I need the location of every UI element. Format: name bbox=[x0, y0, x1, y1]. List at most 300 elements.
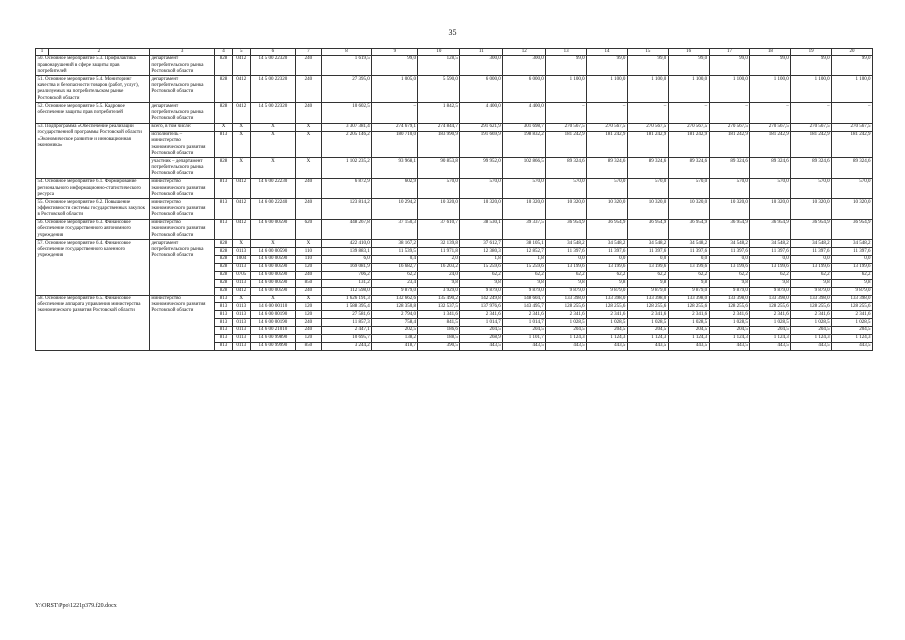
amount-cell: – bbox=[709, 103, 750, 123]
amount-cell: 270 567,5 bbox=[750, 123, 791, 131]
amount-cell: 123 814,2 bbox=[321, 199, 371, 219]
page-number: 35 bbox=[448, 28, 457, 37]
amount-cell: 132 662,6 bbox=[372, 295, 418, 303]
target-article-code: 14 6 00 00590 bbox=[250, 248, 295, 256]
grbs-code: 813 bbox=[215, 335, 232, 343]
amount-cell: – bbox=[750, 103, 791, 123]
amount-cell: 99,0 bbox=[709, 56, 750, 76]
grbs-code: X bbox=[215, 123, 232, 131]
measure-name: 51. Основное мероприятие 5.4. Мониторинг качества и безопасности товаров (работ, услуг), реализуемых на потребительском рынке Ростовской области bbox=[36, 76, 150, 103]
amount-cell: 270 567,5 bbox=[627, 123, 668, 131]
section-code: 0412 bbox=[232, 56, 250, 76]
executor: министерство экономического развития Ростовской области bbox=[149, 295, 215, 350]
amount-cell: 135 490,2 bbox=[418, 295, 460, 303]
amount-cell: – bbox=[546, 103, 587, 123]
amount-cell: 1 028,5 bbox=[709, 319, 750, 327]
amount-cell: 1 028,5 bbox=[668, 319, 709, 327]
amount-cell: 443,5 bbox=[709, 342, 750, 350]
amount-cell: 99 952,0 bbox=[460, 158, 503, 178]
amount-cell: 11 397,6 bbox=[668, 248, 709, 256]
amount-cell: 99,0 bbox=[587, 56, 628, 76]
amount-cell: 34 548,2 bbox=[627, 240, 668, 248]
target-article-code: 14 6 00 00590 bbox=[250, 279, 295, 287]
amount-cell: 62,2 bbox=[503, 271, 546, 279]
amount-cell: 9 879,0 bbox=[791, 287, 832, 295]
amount-cell: 128 255,6 bbox=[546, 303, 587, 311]
amount-cell: 1 100,0 bbox=[668, 76, 709, 103]
table-row bbox=[36, 199, 873, 219]
target-article-code: X bbox=[250, 295, 295, 303]
amount-cell: 9,8 bbox=[627, 279, 668, 287]
amount-cell: 9,8 bbox=[750, 279, 791, 287]
amount-cell: – bbox=[668, 103, 709, 123]
amount-cell: 11 971,8 bbox=[418, 248, 460, 256]
amount-cell: 1 619,5 bbox=[321, 56, 371, 76]
amount-cell: 183 990,9 bbox=[418, 131, 460, 158]
amount-cell: 128 255,6 bbox=[791, 303, 832, 311]
amount-cell: 3 244,2 bbox=[321, 342, 371, 350]
grbs-code: 813 bbox=[215, 319, 232, 327]
amount-cell: 11 857,3 bbox=[321, 319, 371, 327]
amount-cell: 300,0 bbox=[503, 56, 546, 76]
target-article-code: 14 6 00 00110 bbox=[250, 303, 295, 311]
amount-cell: 2 447,1 bbox=[321, 327, 371, 335]
amount-cell: 570,0 bbox=[460, 178, 503, 198]
amount-cell: 9 879,0 bbox=[709, 287, 750, 295]
grbs-code: 813 bbox=[215, 219, 232, 239]
amount-cell: 9,8 bbox=[460, 279, 503, 287]
executor: министерство экономического развития Ростовской области bbox=[149, 199, 215, 219]
amount-cell: 23,4 bbox=[372, 279, 418, 287]
amount-cell: 6 000,0 bbox=[460, 76, 503, 103]
amount-cell: 274 844,7 bbox=[418, 123, 460, 131]
amount-cell: 99,0 bbox=[546, 56, 587, 76]
amount-cell: 89 324,6 bbox=[627, 158, 668, 178]
amount-cell: 36 954,9 bbox=[668, 219, 709, 239]
amount-cell: 181 242,9 bbox=[546, 131, 587, 158]
amount-cell: 9,8 bbox=[503, 279, 546, 287]
target-article-code: 14 6 00 00590 bbox=[250, 264, 295, 272]
section-code: 0113 bbox=[232, 319, 250, 327]
amount-cell: 11 397,6 bbox=[791, 248, 832, 256]
column-number: 8 bbox=[321, 49, 371, 56]
amount-cell: 181 242,9 bbox=[587, 131, 628, 158]
amount-cell: 10 320,0 bbox=[503, 199, 546, 219]
amount-cell: 181 242,9 bbox=[627, 131, 668, 158]
section-code: 0412 bbox=[232, 103, 250, 123]
grbs-code: 828 bbox=[215, 240, 232, 248]
amount-cell: 9 879,0 bbox=[832, 287, 873, 295]
amount-cell: 1 100,0 bbox=[587, 76, 628, 103]
expense-type-code: 240 bbox=[295, 178, 321, 198]
amount-cell: 0,0 bbox=[668, 256, 709, 264]
amount-cell: 38 105,1 bbox=[503, 240, 546, 248]
amount-cell: 418,7 bbox=[372, 342, 418, 350]
amount-cell: 2 794,0 bbox=[372, 311, 418, 319]
target-article-code: 14 6 00 21010 bbox=[250, 327, 295, 335]
grbs-code: 813 bbox=[215, 178, 232, 198]
amount-cell: 9,8 bbox=[587, 279, 628, 287]
grbs-code: 828 bbox=[215, 271, 232, 279]
amount-cell: 128 350,8 bbox=[372, 303, 418, 311]
amount-cell: 1 626 191,3 bbox=[321, 295, 371, 303]
grbs-code: 828 bbox=[215, 76, 232, 103]
amount-cell: 181 242,9 bbox=[791, 131, 832, 158]
amount-cell: 10 320,0 bbox=[750, 199, 791, 219]
amount-cell: 37 150,3 bbox=[372, 219, 418, 239]
expense-type-code: 240 bbox=[295, 76, 321, 103]
grbs-code: 828 bbox=[215, 264, 232, 272]
amount-cell: 38 530,1 bbox=[460, 219, 503, 239]
amount-cell: 169 081,9 bbox=[321, 264, 371, 272]
amount-cell: 270 567,5 bbox=[546, 123, 587, 131]
section-code: X bbox=[232, 131, 250, 158]
amount-cell: 62,2 bbox=[546, 271, 587, 279]
amount-cell: 138,2 bbox=[372, 335, 418, 343]
amount-cell: 99,0 bbox=[372, 56, 418, 76]
amount-cell: 1 124,3 bbox=[791, 335, 832, 343]
amount-cell: 10 320,0 bbox=[546, 199, 587, 219]
section-code: 0113 bbox=[232, 303, 250, 311]
amount-cell: 10 320,0 bbox=[668, 199, 709, 219]
amount-cell: 0,0 bbox=[791, 256, 832, 264]
amount-cell: 602,9 bbox=[372, 178, 418, 198]
amount-cell: 570,0 bbox=[587, 178, 628, 198]
amount-cell: 1 005,0 bbox=[372, 76, 418, 103]
expense-type-code: 120 bbox=[295, 303, 321, 311]
amount-cell: 0,0 bbox=[832, 256, 873, 264]
amount-cell: 9,8 bbox=[832, 279, 873, 287]
column-number: 14 bbox=[587, 49, 628, 56]
expense-type-code: 120 bbox=[295, 264, 321, 272]
amount-cell: 1 028,5 bbox=[587, 319, 628, 327]
target-article-code: 14 6 00 22230 bbox=[250, 178, 295, 198]
amount-cell: 10 320,0 bbox=[460, 199, 503, 219]
amount-cell: 2 341,6 bbox=[460, 311, 503, 319]
column-number: 5 bbox=[232, 49, 250, 56]
amount-cell: 34 548,2 bbox=[832, 240, 873, 248]
expense-type-code: 850 bbox=[295, 279, 321, 287]
amount-cell: 1,8 bbox=[503, 256, 546, 264]
amount-cell: 6 872,9 bbox=[321, 178, 371, 198]
grbs-code: 813 bbox=[215, 342, 232, 350]
amount-cell: 34 548,2 bbox=[668, 240, 709, 248]
amount-cell: 1 100,0 bbox=[546, 76, 587, 103]
amount-cell: 1 124,3 bbox=[709, 335, 750, 343]
amount-cell: 139 883,1 bbox=[321, 248, 371, 256]
expense-type-code: 850 bbox=[295, 342, 321, 350]
column-number: 19 bbox=[791, 49, 832, 56]
amount-cell: 300,0 bbox=[460, 56, 503, 76]
amount-cell: 841,5 bbox=[418, 319, 460, 327]
amount-cell: 268,9 bbox=[460, 335, 503, 343]
amount-cell: 2 341,6 bbox=[750, 311, 791, 319]
amount-cell: 133 398,0 bbox=[832, 295, 873, 303]
amount-cell: 10 320,0 bbox=[418, 199, 460, 219]
target-article-code: 14 5 00 22320 bbox=[250, 56, 295, 76]
amount-cell: 0,0 bbox=[587, 256, 628, 264]
amount-cell: 181 242,9 bbox=[750, 131, 791, 158]
amount-cell: 1 124,3 bbox=[546, 335, 587, 343]
column-number: 15 bbox=[627, 49, 668, 56]
amount-cell: 27 395,0 bbox=[321, 76, 371, 103]
amount-cell: 36 954,9 bbox=[791, 219, 832, 239]
amount-cell: 204,5 bbox=[460, 327, 503, 335]
amount-cell: 6,0 bbox=[321, 256, 371, 264]
amount-cell: 1 028,5 bbox=[750, 319, 791, 327]
table-row bbox=[36, 103, 873, 123]
target-article-code: 14 6 00 00590 bbox=[250, 256, 295, 264]
amount-cell: 89 324,6 bbox=[709, 158, 750, 178]
column-number-row bbox=[36, 49, 873, 56]
section-code: X bbox=[232, 240, 250, 248]
column-number: 9 bbox=[372, 49, 418, 56]
amount-cell: 181 242,9 bbox=[709, 131, 750, 158]
executor: департамент потребительского рынка Ростовской области bbox=[149, 103, 215, 123]
amount-cell: 204,5 bbox=[546, 327, 587, 335]
expense-type-code: 110 bbox=[295, 256, 321, 264]
amount-cell: 133 398,0 bbox=[587, 295, 628, 303]
measure-name: 52. Основное мероприятие 5.5. Кадровое обеспечение защиты прав потребителей bbox=[36, 103, 150, 123]
amount-cell: 443,5 bbox=[546, 342, 587, 350]
target-article-code: 14 6 00 00590 bbox=[250, 287, 295, 295]
amount-cell: 186,6 bbox=[418, 327, 460, 335]
amount-cell: 443,5 bbox=[627, 342, 668, 350]
section-code: 0113 bbox=[232, 342, 250, 350]
amount-cell: 191 669,9 bbox=[460, 131, 503, 158]
footer-file-path: Y:\ORST\Ppo\1221p379.f20.docx bbox=[35, 603, 117, 609]
amount-cell: 204,5 bbox=[709, 327, 750, 335]
amount-cell: 32 139,8 bbox=[418, 240, 460, 248]
amount-cell: 62,2 bbox=[587, 271, 628, 279]
amount-cell: 90 853,8 bbox=[418, 158, 460, 178]
column-number: 12 bbox=[503, 49, 546, 56]
amount-cell: – bbox=[791, 103, 832, 123]
amount-cell: 142 249,8 bbox=[460, 295, 503, 303]
table-row bbox=[36, 131, 873, 158]
table-row bbox=[36, 76, 873, 103]
amount-cell: 9,8 bbox=[546, 279, 587, 287]
grbs-code: 813 bbox=[215, 131, 232, 158]
amount-cell: 62,2 bbox=[668, 271, 709, 279]
amount-cell: 1 102 235,2 bbox=[321, 158, 371, 178]
table-row bbox=[36, 56, 873, 76]
amount-cell: – bbox=[627, 103, 668, 123]
amount-cell: 204,5 bbox=[791, 327, 832, 335]
amount-cell: 570,0 bbox=[503, 178, 546, 198]
amount-cell: 1 124,3 bbox=[587, 335, 628, 343]
table-row bbox=[36, 158, 873, 178]
amount-cell: 16 203,2 bbox=[418, 264, 460, 272]
amount-cell: 128,5 bbox=[418, 56, 460, 76]
amount-cell: 1 100,0 bbox=[750, 76, 791, 103]
amount-cell: 36 954,9 bbox=[750, 219, 791, 239]
amount-cell: 6 000,0 bbox=[503, 76, 546, 103]
section-code: 0412 bbox=[232, 76, 250, 103]
target-article-code: X bbox=[250, 131, 295, 158]
amount-cell: 2 341,6 bbox=[503, 311, 546, 319]
expense-type-code: X bbox=[295, 158, 321, 178]
column-number: 6 bbox=[250, 49, 295, 56]
target-article-code: 14 6 00 00590 bbox=[250, 271, 295, 279]
section-code: 0412 bbox=[232, 287, 250, 295]
amount-cell: 1 124,3 bbox=[627, 335, 668, 343]
amount-cell: 1 124,3 bbox=[750, 335, 791, 343]
amount-cell: 1 100,0 bbox=[627, 76, 668, 103]
amount-cell: 758,4 bbox=[372, 319, 418, 327]
amount-cell: 443,5 bbox=[460, 342, 503, 350]
column-number: 1 bbox=[36, 49, 49, 56]
amount-cell: 270 567,5 bbox=[587, 123, 628, 131]
target-article-code: 14 6 00 99990 bbox=[250, 342, 295, 350]
amount-cell: 62,2 bbox=[372, 271, 418, 279]
expense-type-code: X bbox=[295, 240, 321, 248]
amount-cell: 133 398,0 bbox=[791, 295, 832, 303]
expense-type-code: 120 bbox=[295, 311, 321, 319]
section-code: 0113 bbox=[232, 248, 250, 256]
amount-cell: 570,0 bbox=[546, 178, 587, 198]
amount-cell: 180 710,0 bbox=[372, 131, 418, 158]
amount-cell: 1 124,3 bbox=[668, 335, 709, 343]
amount-cell: 128 255,6 bbox=[627, 303, 668, 311]
section-code: 0412 bbox=[232, 178, 250, 198]
amount-cell: 9 879,0 bbox=[587, 287, 628, 295]
amount-cell: 143 495,7 bbox=[503, 303, 546, 311]
amount-cell: 34 548,2 bbox=[546, 240, 587, 248]
amount-cell: 1 588 395,4 bbox=[321, 303, 371, 311]
amount-cell: 36 954,9 bbox=[587, 219, 628, 239]
amount-cell: 9,8 bbox=[791, 279, 832, 287]
amount-cell: 9 879,0 bbox=[750, 287, 791, 295]
amount-cell: 1 028,5 bbox=[627, 319, 668, 327]
amount-cell: 11 397,6 bbox=[587, 248, 628, 256]
amount-cell: 9 879,0 bbox=[503, 287, 546, 295]
amount-cell: 15 259,6 bbox=[460, 264, 503, 272]
amount-cell: 112 598,0 bbox=[321, 287, 371, 295]
amount-cell: – bbox=[587, 103, 628, 123]
amount-cell: 0,4 bbox=[372, 256, 418, 264]
column-number: 13 bbox=[546, 49, 587, 56]
amount-cell: 10 320,0 bbox=[587, 199, 628, 219]
grbs-code: 813 bbox=[215, 295, 232, 303]
amount-cell: 0,0 bbox=[627, 256, 668, 264]
amount-cell: 448 267,8 bbox=[321, 219, 371, 239]
amount-cell: 570,0 bbox=[709, 178, 750, 198]
measure-name: 57. Основное мероприятие 6.4. Финансовое обеспечение государственного казенного учреждения bbox=[36, 240, 150, 295]
measure-name: 53. Подпрограмма «Обеспечение реализации государственной программы Ростовской области «Экономическое развитие и инновационная экономика» bbox=[36, 123, 150, 178]
amount-cell: 443,5 bbox=[587, 342, 628, 350]
amount-cell: 34 548,2 bbox=[587, 240, 628, 248]
amount-cell: 89 324,6 bbox=[832, 158, 873, 178]
target-article-code: X bbox=[250, 240, 295, 248]
amount-cell: 181 242,9 bbox=[832, 131, 873, 158]
amount-cell: 570,0 bbox=[791, 178, 832, 198]
amount-cell: 24,0 bbox=[418, 271, 460, 279]
amount-cell: 1 028,5 bbox=[832, 319, 873, 327]
amount-cell: 2 341,6 bbox=[791, 311, 832, 319]
target-article-code: 14 5 00 22320 bbox=[250, 76, 295, 103]
amount-cell: 62,2 bbox=[791, 271, 832, 279]
amount-cell: 204,5 bbox=[668, 327, 709, 335]
measure-name: 50. Основное мероприятие 5.3. Профилактика правонарушений в сфере защиты прав потребителей bbox=[36, 56, 150, 76]
column-number: 18 bbox=[750, 49, 791, 56]
amount-cell: 1 100,0 bbox=[791, 76, 832, 103]
measure-name: 58. Основное мероприятие 6.5. Финансовое обеспечение аппарата управления министерства экономического развития Ростовской области bbox=[36, 295, 150, 350]
measure-name: 54. Основное мероприятие 6.1. Формирование регионального информационно-статистического ресурса bbox=[36, 178, 150, 198]
section-code: X bbox=[232, 123, 250, 131]
amount-cell: 13 199,6 bbox=[709, 264, 750, 272]
amount-cell: 10 320,0 bbox=[832, 199, 873, 219]
amount-cell: 291 621,9 bbox=[460, 123, 503, 131]
target-article-code: 14 6 00 22240 bbox=[250, 199, 295, 219]
expense-type-code: 620 bbox=[295, 219, 321, 239]
executor: министерство экономического развития Ростовской области bbox=[149, 178, 215, 198]
amount-cell: 13 199,6 bbox=[546, 264, 587, 272]
amount-cell: 13 199,6 bbox=[587, 264, 628, 272]
grbs-code: 813 bbox=[215, 199, 232, 219]
amount-cell: 443,5 bbox=[832, 342, 873, 350]
table-row bbox=[36, 123, 873, 131]
column-number: 4 bbox=[215, 49, 232, 56]
amount-cell: 1 842,5 bbox=[418, 103, 460, 123]
amount-cell: 390,5 bbox=[418, 342, 460, 350]
amount-cell: – bbox=[832, 103, 873, 123]
executor: департамент потребительского рынка Ростовской области bbox=[149, 240, 215, 295]
amount-cell: 13 199,6 bbox=[668, 264, 709, 272]
section-code: 0705 bbox=[232, 271, 250, 279]
amount-cell: 89 324,6 bbox=[668, 158, 709, 178]
amount-cell: 89 324,6 bbox=[546, 158, 587, 178]
amount-cell: 9,8 bbox=[668, 279, 709, 287]
amount-cell: 9 879,0 bbox=[546, 287, 587, 295]
amount-cell: 37 612,7 bbox=[460, 240, 503, 248]
executor: всего, в том числе: bbox=[149, 123, 215, 131]
amount-cell: 15 259,6 bbox=[503, 264, 546, 272]
amount-cell: 27 581,6 bbox=[321, 311, 371, 319]
grbs-code: 828 bbox=[215, 248, 232, 256]
expense-type-code: 120 bbox=[295, 335, 321, 343]
expense-type-code: X bbox=[295, 295, 321, 303]
amount-cell: 443,5 bbox=[668, 342, 709, 350]
grbs-code: 828 bbox=[215, 103, 232, 123]
amount-cell: 93 968,1 bbox=[372, 158, 418, 178]
amount-cell: 9,8 bbox=[418, 279, 460, 287]
column-number: 10 bbox=[418, 49, 460, 56]
amount-cell: 270 567,5 bbox=[668, 123, 709, 131]
expense-type-code: 240 bbox=[295, 271, 321, 279]
amount-cell: 198 832,2 bbox=[503, 131, 546, 158]
target-article-code: 14 6 00 99890 bbox=[250, 335, 295, 343]
amount-cell: 133 398,0 bbox=[668, 295, 709, 303]
amount-cell: 4 400,0 bbox=[460, 103, 503, 123]
amount-cell: 10 320,0 bbox=[791, 199, 832, 219]
amount-cell: 148 604,7 bbox=[503, 295, 546, 303]
amount-cell: 2 341,6 bbox=[587, 311, 628, 319]
amount-cell: 128 255,6 bbox=[832, 303, 873, 311]
amount-cell: 443,5 bbox=[503, 342, 546, 350]
amount-cell: 5 590,0 bbox=[418, 76, 460, 103]
amount-cell: 2,0 bbox=[418, 256, 460, 264]
grbs-code: 813 bbox=[215, 311, 232, 319]
amount-cell: 102 866,5 bbox=[503, 158, 546, 178]
expense-type-code: X bbox=[295, 123, 321, 131]
grbs-code: 828 bbox=[215, 279, 232, 287]
amount-cell: 9 879,0 bbox=[627, 287, 668, 295]
amount-cell: 3 307 381,4 bbox=[321, 123, 371, 131]
section-code: 0113 bbox=[232, 279, 250, 287]
amount-cell: 204,5 bbox=[750, 327, 791, 335]
column-number: 11 bbox=[460, 49, 503, 56]
